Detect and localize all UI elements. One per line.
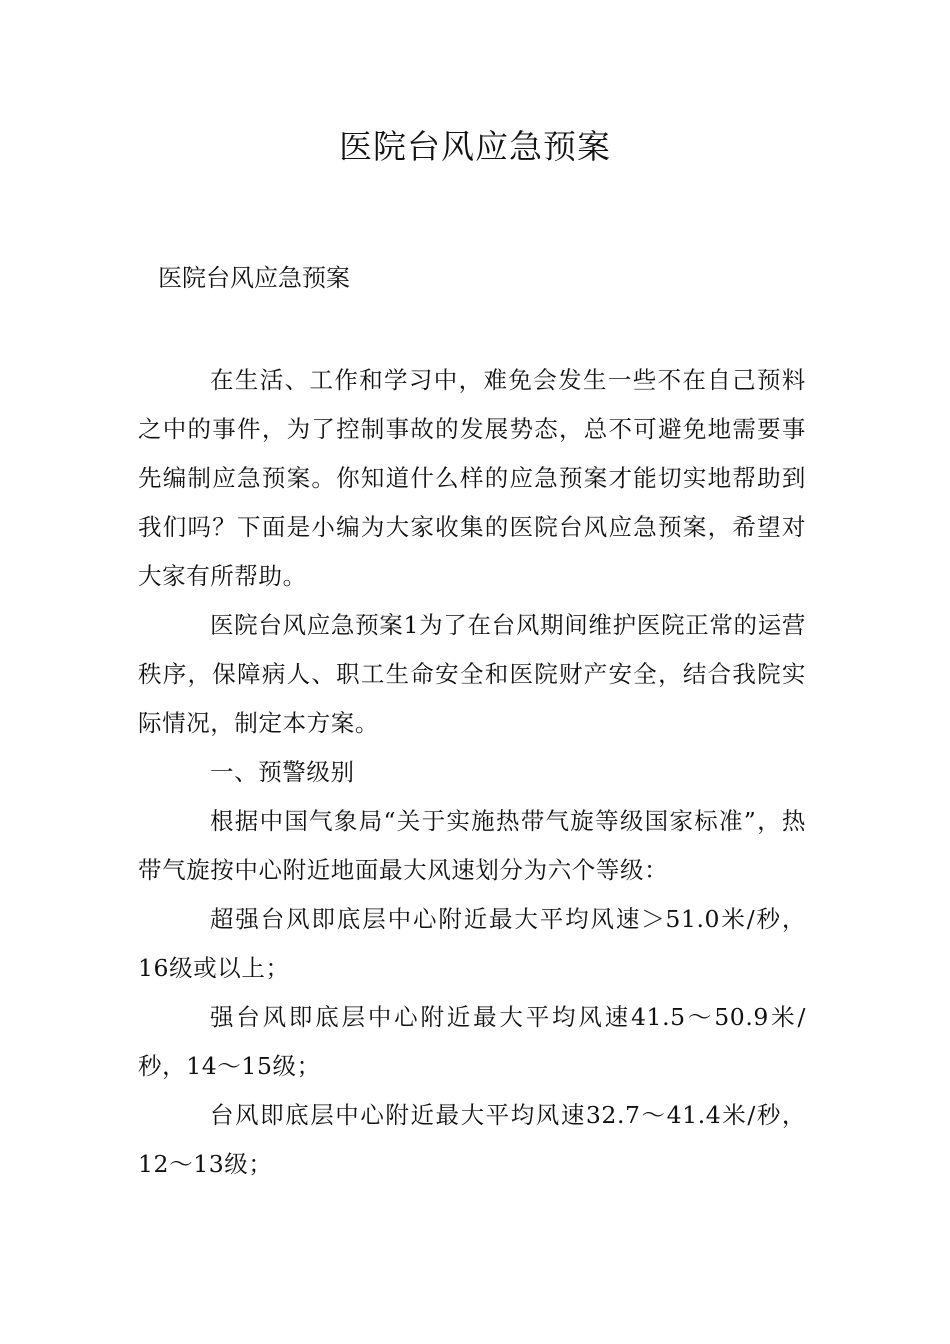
paragraph-standard: 根据中国气象局“关于实施热带气旋等级国家标准”，热带气旋按中心附近地面最大风速划分为六个等级： bbox=[138, 807, 806, 884]
document-subheading: 医院台风应急预案 bbox=[158, 264, 350, 292]
paragraph-super-typhoon: 超强台风即底层中心附近最大平均风速＞51.0米/秒，16级或以上； bbox=[138, 905, 806, 982]
paragraph-intro: 在生活、工作和学习中，难免会发生一些不在自己预料之中的事件，为了控制事故的发展势态，总不可避免地需要事先编制应急预案。你知道什么样的应急预案才能切实地帮助到我们吗？下面是小编为大家收集的医院台风应急预案，希望对大家有所帮助。 bbox=[138, 366, 806, 590]
paragraph-typhoon: 台风即底层中心附近最大平均风速32.7～41.4米/秒，12～13级； bbox=[138, 1101, 806, 1178]
paragraph-plan-purpose: 医院台风应急预案1为了在台风期间维护医院正常的运营秩序，保障病人、职工生命安全和医院财产安全，结合我院实际情况，制定本方案。 bbox=[138, 611, 806, 737]
paragraph-strong-typhoon: 强台风即底层中心附近最大平均风速41.5～50.9米/秒，14～15级； bbox=[138, 1003, 806, 1080]
document-body bbox=[138, 356, 806, 1189]
section-heading-warning-level: 一、预警级别 bbox=[210, 758, 355, 786]
document-title: 医院台风应急预案 bbox=[339, 127, 611, 166]
